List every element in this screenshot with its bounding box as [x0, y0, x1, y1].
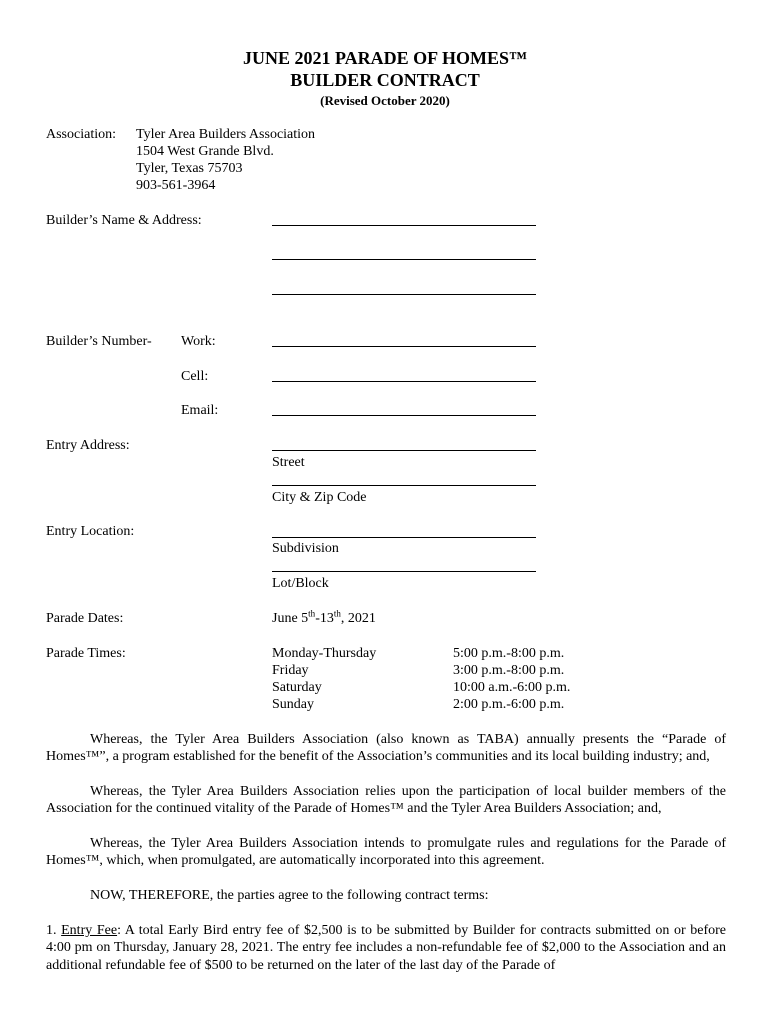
whereas-paragraph-1: Whereas, the Tyler Area Builders Association (also known as TABA) annually presents the “Parade of Homes™”, a program established for the benefit of the Association’s communities and its local building industry; and,	[46, 732, 726, 765]
schedule-hours: 2:00 p.m.-6:00 p.m.	[453, 697, 565, 712]
work-label: Work:	[181, 334, 216, 349]
parade-dates-value: June 5th-13th, 2021	[272, 608, 376, 626]
cell-label: Cell:	[181, 369, 209, 384]
whereas-paragraph-3: Whereas, the Tyler Area Builders Association intends to promulgate rules and regulations for the Parade of Homes™, which, when promulgated, are automatically incorporated into this agreement.	[46, 836, 726, 869]
schedule-days: Friday	[272, 663, 309, 678]
schedule-hours: 3:00 p.m.-8:00 p.m.	[453, 663, 565, 678]
lot-block-caption: Lot/Block	[272, 576, 329, 591]
builder-name-label: Builder’s Name & Address:	[46, 213, 202, 228]
schedule-hours: 5:00 p.m.-8:00 p.m.	[453, 646, 565, 661]
therefore-paragraph: NOW, THEREFORE, the parties agree to the following contract terms:	[90, 888, 489, 903]
entry-city-caption: City & Zip Code	[272, 490, 367, 505]
schedule-days: Monday-Thursday	[272, 646, 377, 661]
entry-address-label: Entry Address:	[46, 438, 130, 453]
association-name: Tyler Area Builders Association	[136, 127, 316, 142]
clause-entry-fee-heading: Entry Fee	[61, 923, 118, 938]
email-label: Email:	[181, 403, 219, 418]
builder-name-line-2[interactable]	[272, 259, 536, 260]
subdivision-caption: Subdivision	[272, 541, 339, 556]
entry-street-line[interactable]	[272, 450, 536, 451]
association-street: 1504 West Grande Blvd.	[136, 144, 274, 159]
entry-street-caption: Street	[272, 455, 305, 470]
entry-city-line[interactable]	[272, 485, 536, 486]
work-phone-line[interactable]	[272, 346, 536, 347]
schedule-days: Saturday	[272, 680, 322, 695]
entry-location-label: Entry Location:	[46, 524, 135, 539]
email-line[interactable]	[272, 415, 536, 416]
whereas-paragraph-2: Whereas, the Tyler Area Builders Association relies upon the participation of local builder members of the Association for the continued vitality of the Parade of Homes™ and the Tyler Area Builders Association; and,	[46, 784, 726, 817]
revision-note: (Revised October 2020)	[320, 93, 450, 108]
schedule-hours: 10:00 a.m.-6:00 p.m.	[453, 680, 571, 695]
page-subtitle: BUILDER CONTRACT	[290, 70, 480, 90]
parade-dates-label: Parade Dates:	[46, 611, 124, 626]
association-label: Association:	[46, 127, 116, 142]
builder-name-line-3[interactable]	[272, 294, 536, 295]
association-phone: 903-561-3964	[136, 178, 216, 193]
page-title: JUNE 2021 PARADE OF HOMES™	[242, 48, 527, 68]
schedule-days: Sunday	[272, 697, 314, 712]
association-city: Tyler, Texas 75703	[136, 161, 243, 176]
builder-number-label: Builder’s Number-	[46, 334, 152, 349]
lot-block-line[interactable]	[272, 571, 536, 572]
clause-entry-fee: 1. Entry Fee: A total Early Bird entry fee of $2,500 is to be submitted by Builder for contracts submitted on or before 4:00 pm on Thursday, January 28, 2021. The entry fee includes a non-refundable fee of $2,000 to the Association and an additional refundable fee of $500 to be returned on the later of the last day of the Parade of	[46, 923, 727, 973]
subdivision-line[interactable]	[272, 537, 536, 538]
cell-phone-line[interactable]	[272, 381, 536, 382]
builder-name-line-1[interactable]	[272, 225, 536, 226]
parade-times-label: Parade Times:	[46, 646, 126, 661]
